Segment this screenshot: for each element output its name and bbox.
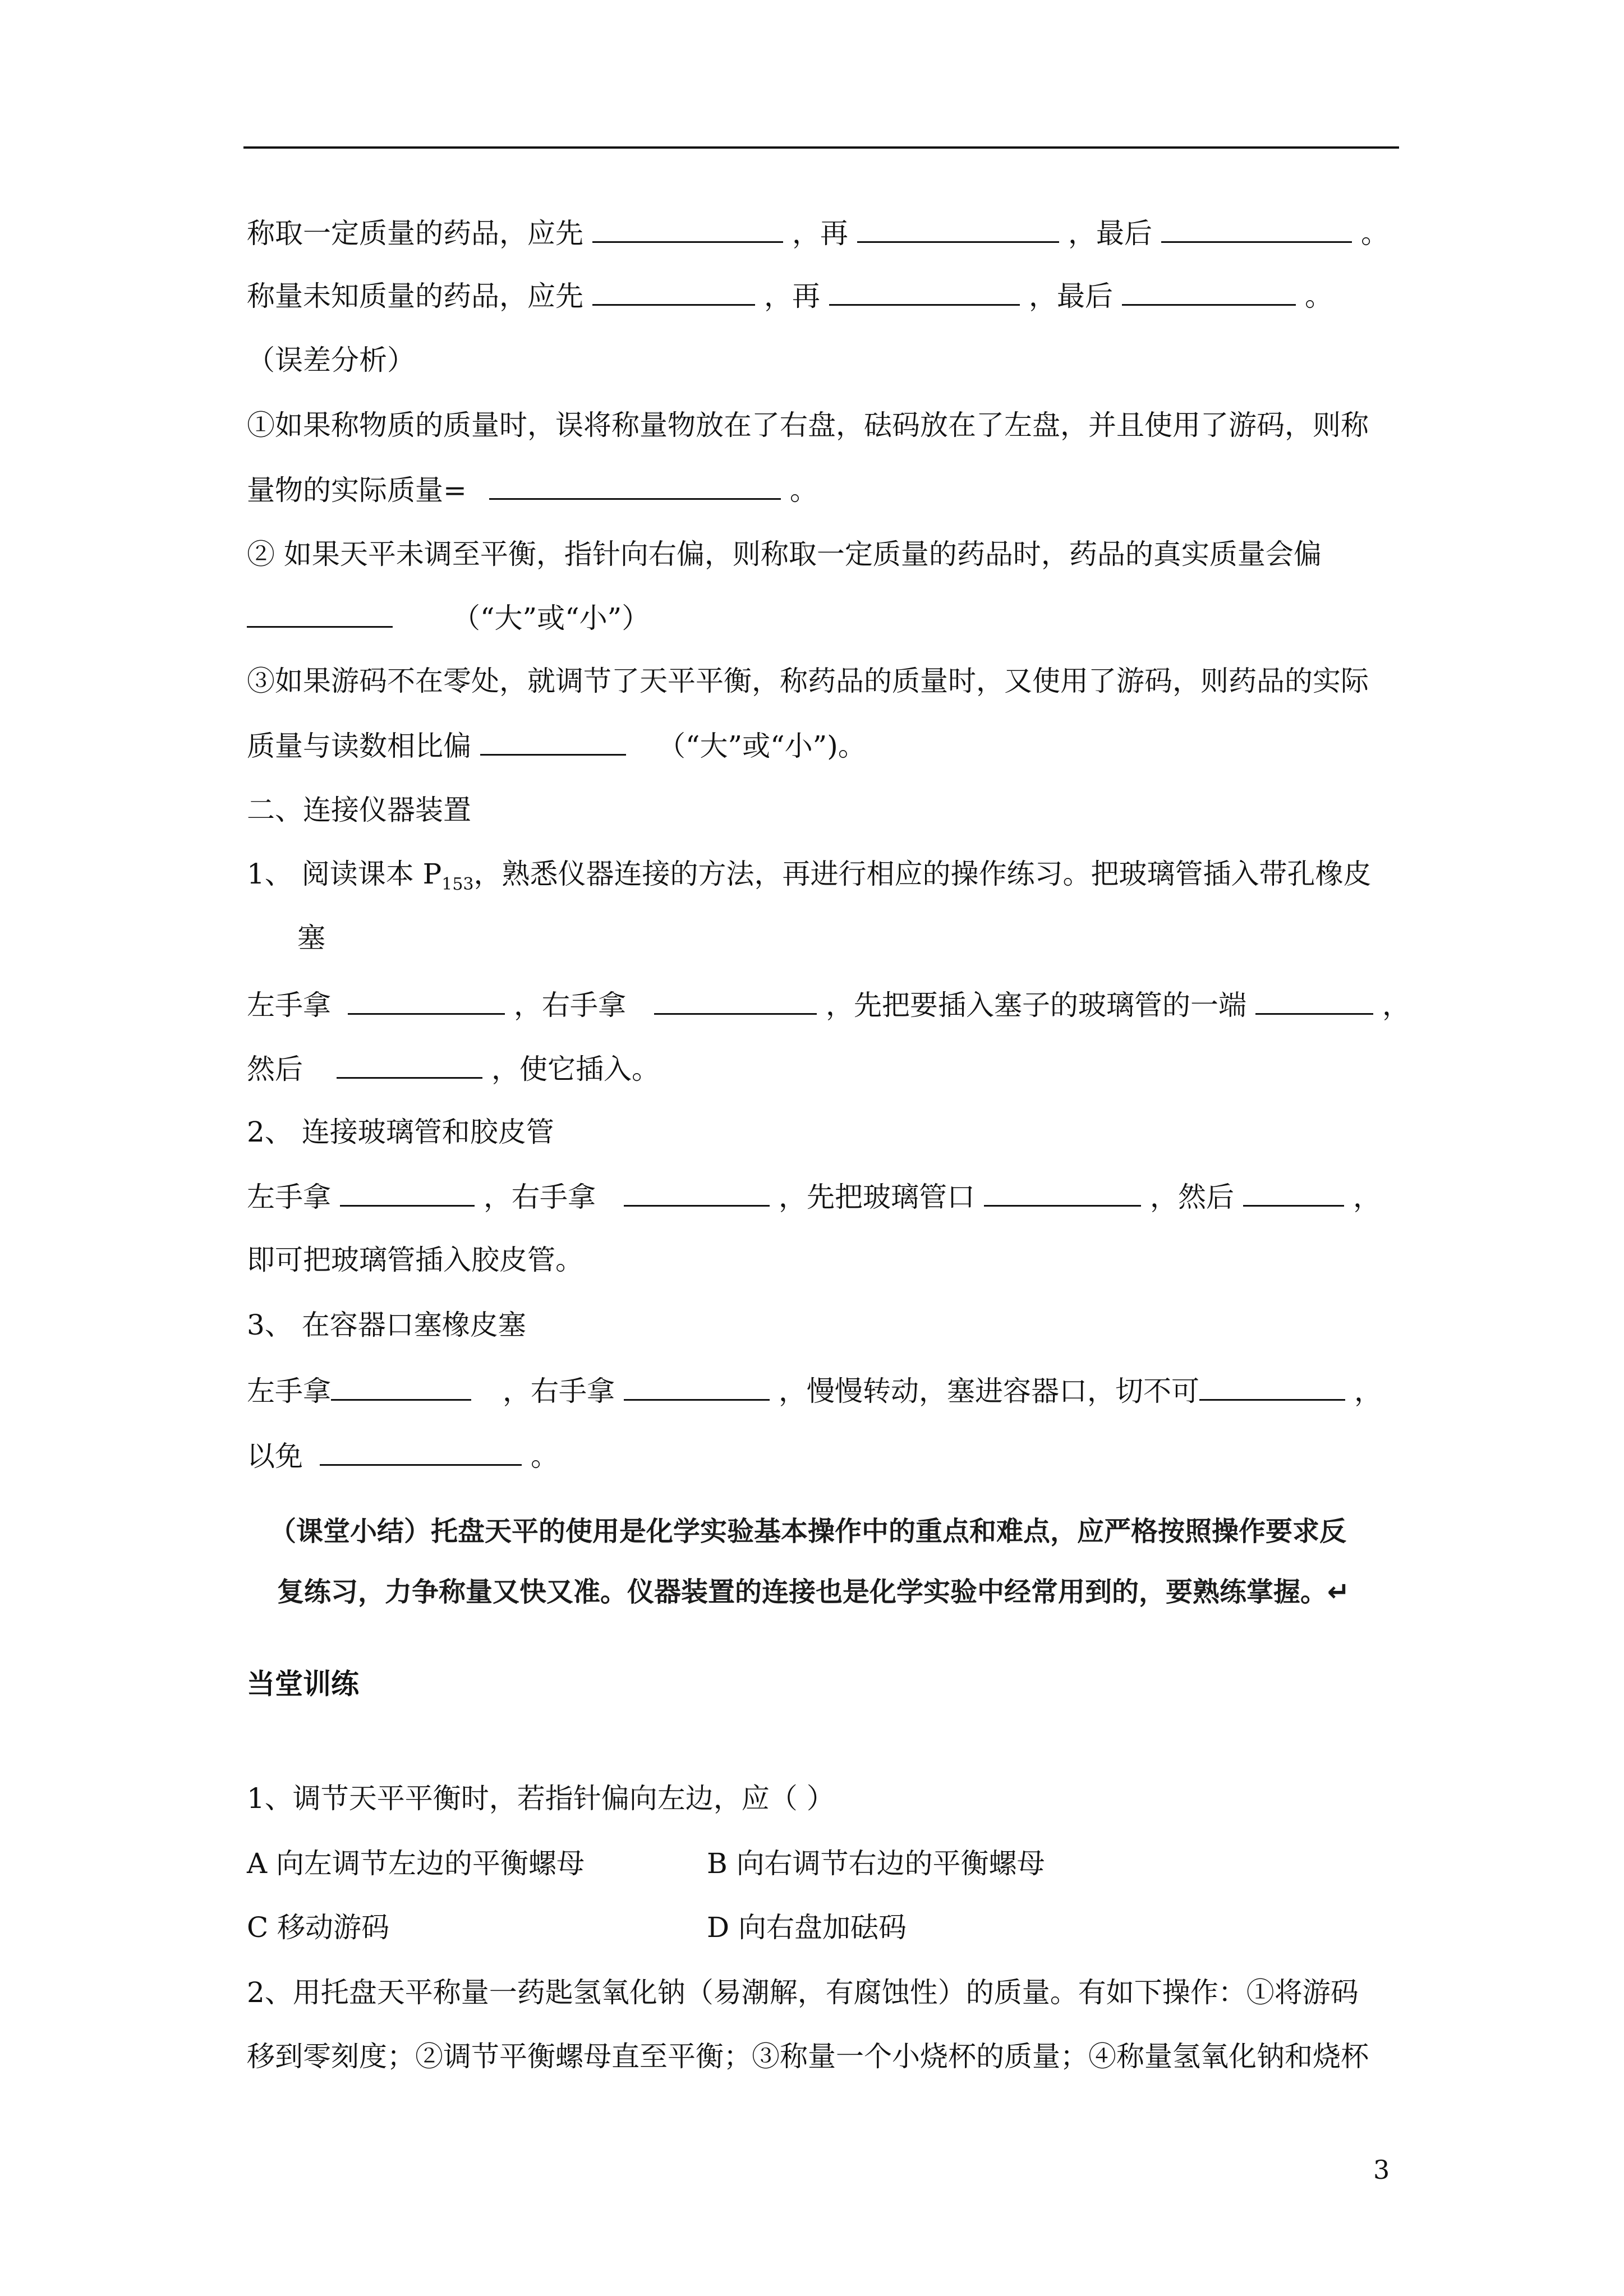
option-row-2 bbox=[247, 1911, 389, 1944]
option-c[interactable]: C 移动游码 bbox=[247, 1911, 390, 1944]
line-weigh-unknown: 称量未知质量的药品，应先 ，再 ，最后 。 bbox=[247, 278, 1333, 313]
item-3-steps: 左手拿 ，右手拿 ，慢慢转动，塞进容器口，切不可 ， bbox=[247, 1373, 1382, 1408]
item-2: 2、 连接玻璃管和胶皮管 bbox=[247, 1116, 554, 1148]
class-summary-line2: 复练习，力争称量又快又准。仪器装置的连接也是化学实验中经常用到的，要熟练掌握。↵ bbox=[277, 1576, 1350, 1608]
header-rule bbox=[243, 146, 1399, 149]
blank[interactable] bbox=[489, 472, 781, 500]
question-2-cont: 移到零刻度；②调节平衡螺母直至平衡；③称量一个小烧杯的质量；④称量氢氧化钠和烧杯 bbox=[247, 2040, 1369, 2073]
item-2-steps: 左手拿 ，右手拿 ，先把玻璃管口 ，然后 ， bbox=[247, 1179, 1381, 1214]
option-row-1 bbox=[247, 1847, 585, 1880]
option-b[interactable]: B 向右调节右边的平衡螺母 bbox=[707, 1847, 1045, 1880]
page-number: 3 bbox=[1373, 2155, 1390, 2185]
blank[interactable] bbox=[624, 1179, 770, 1207]
blank[interactable] bbox=[857, 215, 1059, 243]
blank[interactable] bbox=[480, 728, 626, 756]
error-item-3-cont: 质量与读数相比偏 （“大”或“小”)。 bbox=[247, 728, 866, 763]
blank[interactable] bbox=[320, 1438, 522, 1466]
blank[interactable] bbox=[348, 987, 505, 1015]
error-item-1: ①如果称物质的质量时，误将称量物放在了右盘，砝码放在了左盘，并且使用了游码，则称 bbox=[247, 409, 1369, 441]
option-a[interactable]: A 向左调节左边的平衡螺母 bbox=[247, 1847, 585, 1880]
item-2-cont: 即可把玻璃管插入胶皮管。 bbox=[247, 1244, 583, 1276]
item-1: 1、 阅读课本 $P_{153}$，熟悉仪器连接的方法，再进行相应的操作练习。把玻璃管插入带孔橡皮 bbox=[247, 858, 1372, 894]
blank[interactable] bbox=[654, 987, 817, 1015]
question-1: 1、调节天平平衡时，若指针偏向左边，应（ ） bbox=[247, 1782, 835, 1815]
blank[interactable] bbox=[984, 1179, 1141, 1207]
item-1-cont: 塞 bbox=[297, 922, 325, 954]
blank[interactable] bbox=[1122, 278, 1296, 306]
item-1-steps: 左手拿 ，右手拿 ，先把要插入塞子的玻璃管的一端 ， bbox=[247, 987, 1410, 1022]
blank[interactable] bbox=[247, 600, 393, 628]
item-3-cont: 以免 。 bbox=[247, 1438, 559, 1473]
item-3: 3、 在容器口塞橡皮塞 bbox=[247, 1309, 526, 1341]
error-analysis-heading: （误差分析） bbox=[247, 344, 415, 376]
blank[interactable] bbox=[337, 1051, 482, 1079]
blank[interactable] bbox=[592, 278, 755, 306]
question-2: 2、用托盘天平称量一药匙氢氧化钠（易潮解，有腐蚀性）的质量。有如下操作：①将游码 bbox=[247, 1976, 1359, 2009]
blank[interactable] bbox=[624, 1373, 770, 1401]
blank[interactable] bbox=[1243, 1179, 1344, 1207]
option-d[interactable]: D 向右盘加砝码 bbox=[707, 1911, 907, 1944]
item-1-steps-cont: 然后 ，使它插入。 bbox=[247, 1051, 660, 1086]
error-item-3: ③如果游码不在零处，就调节了天平平衡，称药品的质量时，又使用了游码，则药品的实际 bbox=[247, 665, 1369, 697]
blank[interactable] bbox=[331, 1373, 471, 1401]
line-weigh-fixed: 称取一定质量的药品，应先 ，再 ，最后 。 bbox=[247, 215, 1389, 250]
error-item-2-cont: （“大”或“小”） bbox=[247, 600, 650, 635]
error-item-2: ② 如果天平未调至平衡，指针向右偏，则称取一定质量的药品时，药品的真实质量会偏 bbox=[247, 538, 1322, 570]
blank[interactable] bbox=[1255, 987, 1373, 1015]
class-summary-line1: （课堂小结）托盘天平的使用是化学实验基本操作中的重点和难点，应严格按照操作要求反 bbox=[269, 1516, 1347, 1547]
section-heading-2: 二、连接仪器装置 bbox=[247, 794, 471, 826]
blank[interactable] bbox=[1161, 215, 1352, 243]
blank[interactable] bbox=[340, 1179, 475, 1207]
blank[interactable] bbox=[829, 278, 1020, 306]
error-item-1-cont: 量物的实际质量= 。 bbox=[247, 472, 818, 507]
practice-title: 当堂训练 bbox=[247, 1668, 359, 1700]
blank[interactable] bbox=[1199, 1373, 1345, 1401]
blank[interactable] bbox=[592, 215, 783, 243]
